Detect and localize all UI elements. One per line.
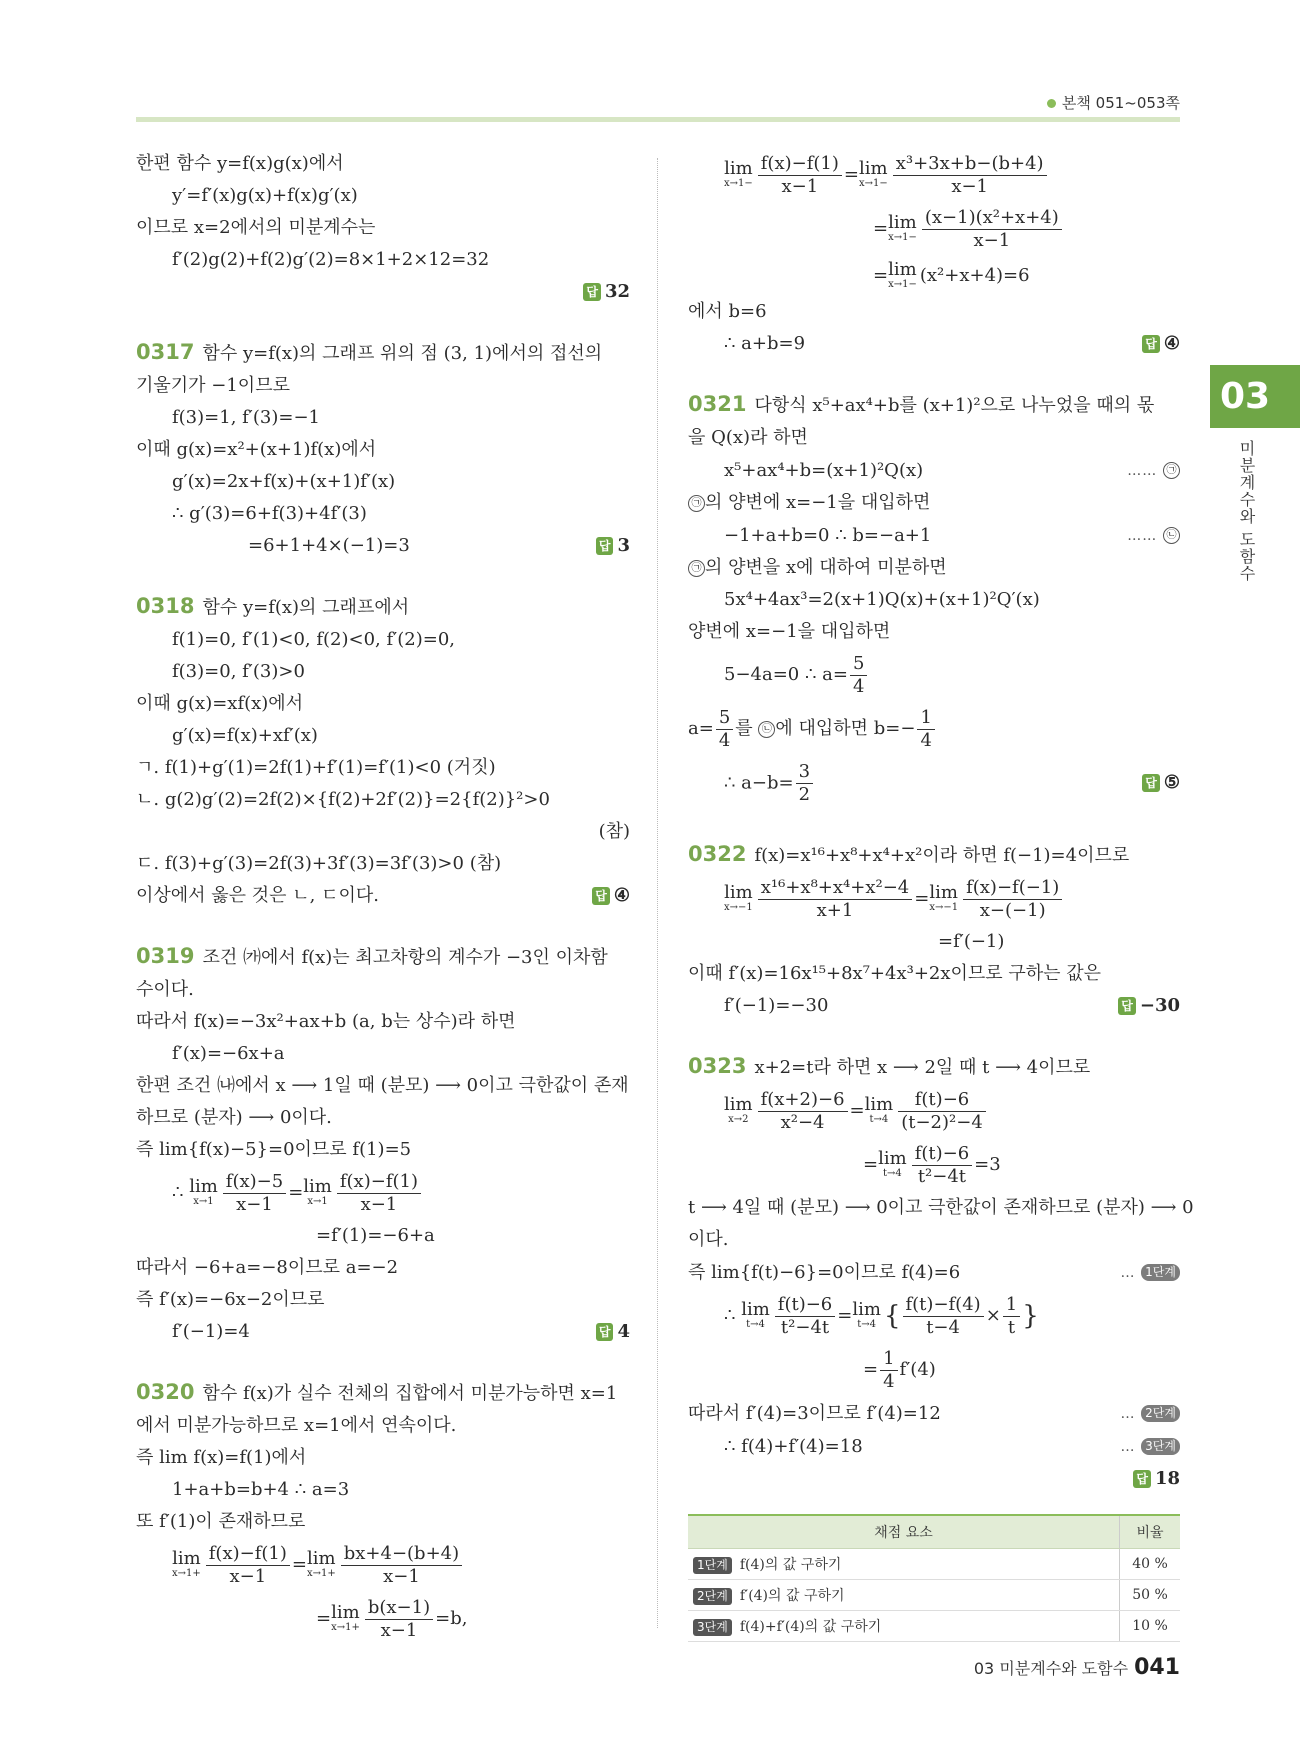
math-line: a= $\frac{5}{4}$ 를 ㉡ 에 대입하면 b=− $\frac{1}{4}$ [688, 702, 1180, 756]
limit-symbol: lim x→1− [888, 259, 917, 290]
limit-symbol: lim t→4 [852, 1299, 881, 1330]
math-limit-line: = lim x→1− $\frac{\text{(x−1)(x²+x+4)}}{x-1}$ [688, 202, 1180, 256]
problem-number: 0322 [688, 842, 747, 866]
header-page-ref: 본책 051~053쪽 [1047, 92, 1180, 113]
limit-symbol: lim t→4 [878, 1148, 907, 1179]
answer-row: ∴ a−b= $\frac{3}{2}$ 답 ⑤ [724, 760, 1180, 805]
chapter-side-label: 미분계수와 도함수 [1237, 440, 1256, 583]
limit-symbol: lim x→1+ [172, 1548, 201, 1579]
table-header: 채점 요소 [688, 1515, 1120, 1549]
text-line: 즉 f′(x)=−6x−2이므로 [136, 1289, 325, 1310]
table-row [688, 1611, 1180, 1642]
text-line: y′=f′(x)g(x)+f(x)g′(x) [172, 185, 358, 206]
problem-number: 0323 [688, 1054, 747, 1078]
answer-value: ④ [1163, 333, 1180, 354]
text-line: 이때 g(x)=x²+(x+1)f(x)에서 [136, 439, 377, 460]
problem-number: 0319 [136, 944, 195, 968]
math-limit-line: = lim x→1− (x²+x+4)=6 [873, 259, 1030, 290]
text-line: t ⟶ 4일 때 (분모) ⟶ 0이고 극한값이 존재하므로 (분자) ⟶ 0 [688, 1197, 1194, 1218]
answer-value: 3 [617, 535, 630, 556]
answer-row [136, 276, 630, 308]
limit-symbol: lim x→−1 [724, 882, 753, 913]
problem-0319: 0319 조건 ㈎에서 f(x)는 최고차항의 계수가 −3인 이차함 [136, 944, 608, 968]
text-line: =f′(−1) [938, 931, 1005, 952]
table-cell: 40 % [1120, 1549, 1181, 1580]
answer-badge: 답 [596, 1323, 614, 1341]
text-line: 이때 g(x)=xf(x)에서 [136, 693, 304, 714]
table-cell: 3단계 f(4)+f′(4)의 값 구하기 [688, 1611, 1120, 1642]
answer-value: ④ [613, 885, 630, 906]
table-header: 비율 [1120, 1515, 1181, 1549]
answer-badge: 답 [1142, 335, 1160, 353]
problem-0322: 0322 f(x)=x¹⁶+x⁸+x⁴+x²이라 하면 f(−1)=4이므로 [688, 842, 1130, 866]
math-line: 5−4a=0 ∴ a= $\frac{5}{4}$ [688, 648, 1180, 702]
circled-mark: ㉠ [688, 560, 705, 577]
math-limit-line: lim x→1+ $\frac{f(x)-f(1)}{x-1}$ = lim x→1+ $\frac{bx+4-(b+4)}{x-1}$ [136, 1538, 630, 1592]
header-rule [136, 117, 1180, 122]
fraction: $\frac{bx+4-(b+4)}{x-1}$ [341, 1543, 462, 1588]
circled-mark: ㉡ [1163, 527, 1180, 544]
step-label: 1단계 [1141, 1264, 1180, 1281]
answer-row: ∴ a+b=9 답 ④ [724, 333, 1180, 354]
answer-badge: 답 [583, 283, 601, 301]
text-line: 따라서 −6+a=−8이므로 a=−2 [136, 1257, 399, 1278]
text-line: 한편 함수 y=f(x)g(x)에서 [136, 153, 344, 174]
text-line: 1+a+b=b+4 ∴ a=3 [172, 1479, 350, 1500]
step-row: 즉 lim{f(t)−6}=0이므로 f(4)=6 … 1단계 [688, 1256, 1180, 1289]
text-line: 또 f′(1)이 존재하므로 [136, 1511, 306, 1532]
fraction: $\frac{f(x)-f(1)}{x-1}$ [337, 1171, 421, 1216]
math-limit-line: lim x→1− $\frac{f(x)-f(1)}{x-1}$ = lim x→1− $\frac{\text{x³+3x+b−(b+4)}}{x-1}$ [688, 148, 1180, 202]
step-label: 3단계 [1141, 1438, 1180, 1455]
text-line: ㄱ. f(1)+g′(1)=2f(1)+f′(1)=f′(1)<0 (거짓) [136, 757, 496, 778]
fraction: $\frac{f(x)-f(1)}{x-1}$ [206, 1543, 290, 1588]
problem-0317: 0317 함수 y=f(x)의 그래프 위의 점 (3, 1)에서의 접선의 [136, 340, 603, 364]
text-line: g′(x)=f(x)+xf′(x) [172, 725, 318, 746]
left-column [136, 148, 630, 1646]
fraction: $\frac{5}{4}$ [850, 653, 867, 698]
page-footer [0, 1655, 1180, 1680]
fraction: $\frac{1}{4}$ [917, 707, 934, 752]
answer-badge: 답 [592, 887, 610, 905]
text-line: 을 Q(x)라 하면 [688, 427, 808, 448]
text-line: 에서 미분가능하므로 x=1에서 연속이다. [136, 1415, 457, 1436]
text-line: f′(2)g(2)+f(2)g′(2)=8×1+2×12=32 [172, 249, 490, 270]
math-line: = $\frac{1}{4}$ f′(4) [863, 1347, 936, 1392]
fraction: $\frac{1}{t}$ [1003, 1294, 1020, 1339]
answer-row: 이상에서 옳은 것은 ㄴ, ㄷ이다. 답 ④ [136, 885, 630, 906]
math-limit-line: ∴ lim x→1 $\frac{f(x)-5}{x-1}$ = lim x→1 $\frac{f(x)-f(1)}{x-1}$ [136, 1166, 630, 1220]
limit-symbol: lim x→−1 [929, 882, 959, 913]
circled-mark: ㉠ [688, 495, 705, 512]
limit-symbol: lim x→1− [888, 212, 917, 243]
table-cell: 2단계 f′(4)의 값 구하기 [688, 1580, 1120, 1611]
right-column [688, 148, 1194, 1495]
answer-row: =6+1+4×(−1)=3 답 3 [248, 535, 630, 556]
text-line: 즉 lim{f(x)−5}=0이므로 f(1)=5 [136, 1139, 412, 1160]
problem-0320: 0320 함수 f(x)가 실수 전체의 집합에서 미분가능하면 x=1 [136, 1380, 618, 1404]
bullet-dot-icon [1047, 99, 1056, 108]
text-line: 즉 lim f(x)=f(1)에서 [136, 1447, 307, 1468]
limit-symbol: lim t→4 [864, 1094, 894, 1125]
fraction: $\frac{f(x)-f(-1)}{x-(-1)}$ [963, 877, 1062, 922]
answer-row [688, 1463, 1180, 1495]
answer-badge: 답 [1118, 997, 1136, 1015]
fraction: $\frac{b(x-1)}{x-1}$ [365, 1597, 433, 1642]
footer-chapter: 03 미분계수와 도함수 [973, 1659, 1129, 1678]
limit-symbol: lim x→1− [724, 158, 753, 189]
answer-badge: 답 [1142, 774, 1160, 792]
math-limit-line: = lim x→1+ $\frac{b(x-1)}{x-1}$ =b, [316, 1596, 468, 1641]
step-label: 2단계 [1141, 1405, 1180, 1422]
fraction: $\frac{f(x)-5}{x-1}$ [223, 1171, 286, 1216]
text-line: 한편 조건 ㈏에서 x ⟶ 1일 때 (분모) ⟶ 0이고 극한값이 존재 [136, 1075, 629, 1096]
limit-symbol: lim x→1+ [331, 1602, 360, 1633]
answer-row: f′(−1)=−30 답 −30 [724, 995, 1180, 1016]
equation-row: x⁵+ax⁴+b=(x+1)²Q(x) …… ㉠ [688, 454, 1180, 487]
fraction: $\frac{f(t)-6}{\text{t²−4t}}$ [912, 1143, 972, 1188]
fraction: $\frac{3}{2}$ [796, 761, 813, 806]
text-line: 에서 b=6 [688, 301, 767, 322]
text-line: 하므로 (분자) ⟶ 0이다. [136, 1107, 332, 1128]
problem-0318: 0318 함수 y=f(x)의 그래프에서 [136, 594, 410, 618]
limit-symbol: lim t→4 [741, 1299, 770, 1330]
text-line: ㄴ. g(2)g′(2)=2f(2)×{f(2)+2f′(2)}=2{f(2)}²>0 [136, 789, 550, 810]
text-line: 5x⁴+4ax³=2(x+1)Q(x)+(x+1)²Q′(x) [724, 589, 1040, 610]
problem-number: 0320 [136, 1380, 195, 1404]
answer-row: f′(−1)=4 답 4 [172, 1321, 630, 1342]
text-line: 이때 f′(x)=16x¹⁵+8x⁷+4x³+2x이므로 구하는 값은 [688, 963, 1102, 984]
table-cell: 10 % [1120, 1611, 1181, 1642]
step-row: ∴ f(4)+f′(4)=18 … 3단계 [688, 1430, 1180, 1463]
table-row [688, 1580, 1180, 1611]
circled-mark: ㉡ [758, 721, 775, 738]
problem-number: 0318 [136, 594, 195, 618]
fraction: $\frac{f(t)-6}{\text{(t−2)²−4}}$ [898, 1089, 986, 1134]
limit-symbol: lim x→2 [724, 1094, 753, 1125]
table-cell: 1단계 f(4)의 값 구하기 [688, 1549, 1120, 1580]
step-label: 3단계 [693, 1619, 732, 1636]
math-limit-line: = lim t→4 $\frac{f(t)-6}{\text{t²−4t}}$ =3 [863, 1142, 1001, 1187]
page-number: 041 [1134, 1655, 1180, 1680]
table-header-row [688, 1515, 1180, 1549]
problem-0323: 0323 x+2=t라 하면 x ⟶ 2일 때 t ⟶ 4이므로 [688, 1054, 1091, 1078]
math-limit-line: lim x→2 $\frac{f(x+2)-6}{\text{x²−4}}$ = lim t→4 $\frac{f(t)-6}{\text{(t−2)²−4}}$ [688, 1084, 1180, 1138]
scoring-table [688, 1514, 1180, 1642]
text-line: ∴ g′(3)=6+f(3)+4f′(3) [172, 503, 367, 524]
step-row: 따라서 f′(4)=3이므로 f′(4)=12 … 2단계 [688, 1397, 1180, 1430]
text-line: (참) [598, 821, 630, 842]
answer-value: 18 [1154, 1468, 1180, 1489]
fraction: $\frac{\text{x¹⁶+x⁸+x⁴+x²−4}}{x+1}$ [758, 877, 912, 922]
fraction: $\frac{\text{x³+3x+b−(b+4)}}{x-1}$ [893, 153, 1047, 198]
answer-badge: 답 [596, 537, 614, 555]
math-limit-line: lim x→−1 $\frac{\text{x¹⁶+x⁸+x⁴+x²−4}}{x+1}$ = lim x→−1 $\frac{f(x)-f(-1)}{x-(-1)}$ [688, 872, 1180, 926]
text-line: =f′(1)=−6+a [316, 1225, 435, 1246]
fraction: $\frac{f(x)-f(1)}{x-1}$ [758, 153, 842, 198]
limit-symbol: lim x→1 [303, 1176, 332, 1207]
problem-0321: 0321 다항식 x⁵+ax⁴+b를 (x+1)²으로 나누었을 때의 몫 [688, 392, 1155, 416]
text-line: 기울기가 −1이므로 [136, 375, 290, 396]
step-label: 2단계 [693, 1588, 732, 1605]
equation-row: −1+a+b=0 ∴ b=−a+1 …… ㉡ [688, 519, 1180, 552]
chapter-tab: 03 [1210, 365, 1300, 428]
fraction: $\frac{f(x+2)-6}{\text{x²−4}}$ [758, 1089, 848, 1134]
fraction: $\frac{1}{4}$ [880, 1348, 897, 1393]
text-line: g′(x)=2x+f(x)+(x+1)f′(x) [172, 471, 396, 492]
answer-badge: 답 [1133, 1470, 1151, 1488]
text-line: 양변에 x=−1을 대입하면 [688, 621, 891, 642]
text-line: f′(x)=−6x+a [172, 1043, 285, 1064]
limit-symbol: lim x→1 [189, 1176, 218, 1207]
text-line: f(3)=1, f′(3)=−1 [172, 407, 320, 428]
problem-number: 0317 [136, 340, 195, 364]
fraction: $\frac{f(t)-6}{\text{t²−4t}}$ [775, 1294, 835, 1339]
table-row [688, 1549, 1180, 1580]
problem-number: 0321 [688, 392, 747, 416]
text-line: 수이다. [136, 979, 194, 1000]
text-line: 이다. [688, 1229, 729, 1250]
text-line: 따라서 f(x)=−3x²+ax+b (a, b는 상수)라 하면 [136, 1011, 516, 1032]
circled-mark: ㉠ [1163, 462, 1180, 479]
math-limit-line: ∴ lim t→4 $\frac{f(t)-6}{\text{t²−4t}}$ = lim t→4 { $\frac{f(t)-f(4)}{t-4}$ × $\frac{1}{t}$ } [724, 1293, 1039, 1338]
fraction: $\frac{f(t)-f(4)}{t-4}$ [903, 1294, 984, 1339]
text-line: f(3)=0, f′(3)>0 [172, 661, 305, 682]
text-line: f(1)=0, f′(1)<0, f(2)<0, f′(2)=0, [172, 629, 455, 650]
fraction: $\frac{5}{4}$ [716, 707, 733, 752]
limit-symbol: lim x→1− [858, 158, 888, 189]
answer-value: 4 [617, 1321, 630, 1342]
text-line: ㄷ. f(3)+g′(3)=2f(3)+3f′(3)=3f′(3)>0 (참) [136, 853, 502, 874]
answer-value: −30 [1139, 995, 1180, 1016]
text-line: ㉠ 의 양변에 x=−1을 대입하면 [688, 487, 1180, 519]
fraction: $\frac{\text{(x−1)(x²+x+4)}}{x-1}$ [922, 207, 1062, 252]
step-label: 1단계 [693, 1557, 732, 1574]
answer-value: 32 [604, 281, 630, 302]
text-line: ㉠ 의 양변을 x에 대하여 미분하면 [688, 552, 1180, 584]
limit-symbol: lim x→1+ [306, 1548, 336, 1579]
column-divider [657, 158, 658, 1628]
table-cell: 50 % [1120, 1580, 1181, 1611]
answer-value: ⑤ [1163, 772, 1180, 793]
text-line: 이므로 x=2에서의 미분계수는 [136, 217, 376, 238]
